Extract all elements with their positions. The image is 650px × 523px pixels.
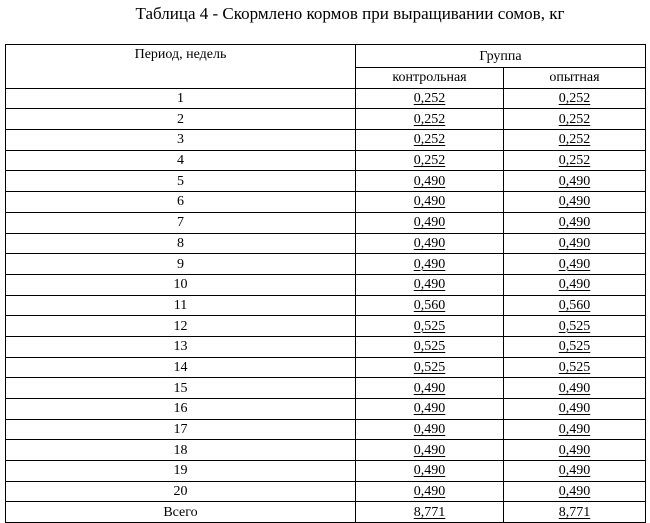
experimental-cell: 0,525 (504, 357, 646, 378)
table-row (6, 440, 646, 461)
week-cell: 19 (6, 461, 356, 482)
header-experimental: опытная (504, 68, 646, 89)
control-cell: 0,525 (356, 316, 504, 337)
table-row (6, 295, 646, 316)
week-cell: 8 (6, 233, 356, 254)
week-cell: 16 (6, 399, 356, 420)
control-cell: 0,490 (356, 481, 504, 502)
total-experimental: 8,771 (504, 502, 646, 523)
experimental-cell: 0,490 (504, 440, 646, 461)
experimental-cell: 0,252 (504, 130, 646, 151)
table-row (6, 109, 646, 130)
table-row (6, 130, 646, 151)
header-row (6, 45, 646, 68)
experimental-cell: 0,252 (504, 109, 646, 130)
table-row (6, 274, 646, 295)
week-cell: 4 (6, 150, 356, 171)
table-row (6, 150, 646, 171)
control-cell: 0,490 (356, 233, 504, 254)
table-row (6, 481, 646, 502)
control-cell: 0,525 (356, 336, 504, 357)
experimental-cell: 0,252 (504, 88, 646, 109)
table-row (6, 378, 646, 399)
control-cell: 0,490 (356, 212, 504, 233)
control-cell: 0,525 (356, 357, 504, 378)
control-cell: 0,252 (356, 109, 504, 130)
table-row (6, 171, 646, 192)
experimental-cell: 0,490 (504, 212, 646, 233)
week-cell: 5 (6, 171, 356, 192)
table-row (6, 316, 646, 337)
table-row (6, 399, 646, 420)
experimental-cell: 0,490 (504, 378, 646, 399)
week-cell: 20 (6, 481, 356, 502)
experimental-cell: 0,560 (504, 295, 646, 316)
week-cell: 11 (6, 295, 356, 316)
week-cell: 17 (6, 419, 356, 440)
control-cell: 0,490 (356, 440, 504, 461)
experimental-cell: 0,490 (504, 274, 646, 295)
table-row (6, 233, 646, 254)
header-group: Группа (356, 45, 646, 68)
week-cell: 14 (6, 357, 356, 378)
experimental-cell: 0,525 (504, 336, 646, 357)
experimental-cell: 0,490 (504, 171, 646, 192)
table-row (6, 461, 646, 482)
week-cell: 3 (6, 130, 356, 151)
control-cell: 0,560 (356, 295, 504, 316)
week-cell: 12 (6, 316, 356, 337)
table-title: Таблица 4 - Скормлено кормов при выращивании сомов, кг (135, 4, 565, 23)
control-cell: 0,490 (356, 419, 504, 440)
week-cell: 7 (6, 212, 356, 233)
experimental-cell: 0,490 (504, 233, 646, 254)
week-cell: 6 (6, 192, 356, 213)
header-period: Период, недель (6, 45, 356, 89)
total-row (6, 502, 646, 523)
table-row (6, 88, 646, 109)
experimental-cell: 0,490 (504, 419, 646, 440)
control-cell: 0,490 (356, 171, 504, 192)
week-cell: 18 (6, 440, 356, 461)
control-cell: 0,490 (356, 274, 504, 295)
table-row (6, 357, 646, 378)
experimental-cell: 0,525 (504, 316, 646, 337)
table-row (6, 419, 646, 440)
table-row (6, 192, 646, 213)
experimental-cell: 0,490 (504, 481, 646, 502)
week-cell: 13 (6, 336, 356, 357)
control-cell: 0,490 (356, 399, 504, 420)
control-cell: 0,490 (356, 461, 504, 482)
header-control: контрольная (356, 68, 504, 89)
experimental-cell: 0,490 (504, 461, 646, 482)
week-cell: 15 (6, 378, 356, 399)
table-row (6, 336, 646, 357)
control-cell: 0,490 (356, 192, 504, 213)
control-cell: 0,252 (356, 88, 504, 109)
experimental-cell: 0,490 (504, 192, 646, 213)
feed-table (5, 44, 646, 523)
week-cell: 1 (6, 88, 356, 109)
control-cell: 0,490 (356, 254, 504, 275)
week-cell: 10 (6, 274, 356, 295)
control-cell: 0,252 (356, 150, 504, 171)
week-cell: 9 (6, 254, 356, 275)
table-row (6, 254, 646, 275)
control-cell: 0,252 (356, 130, 504, 151)
experimental-cell: 0,490 (504, 254, 646, 275)
table-row (6, 212, 646, 233)
control-cell: 0,490 (356, 378, 504, 399)
experimental-cell: 0,490 (504, 399, 646, 420)
week-cell: 2 (6, 109, 356, 130)
total-label: Всего (6, 502, 356, 523)
experimental-cell: 0,252 (504, 150, 646, 171)
total-control: 8,771 (356, 502, 504, 523)
